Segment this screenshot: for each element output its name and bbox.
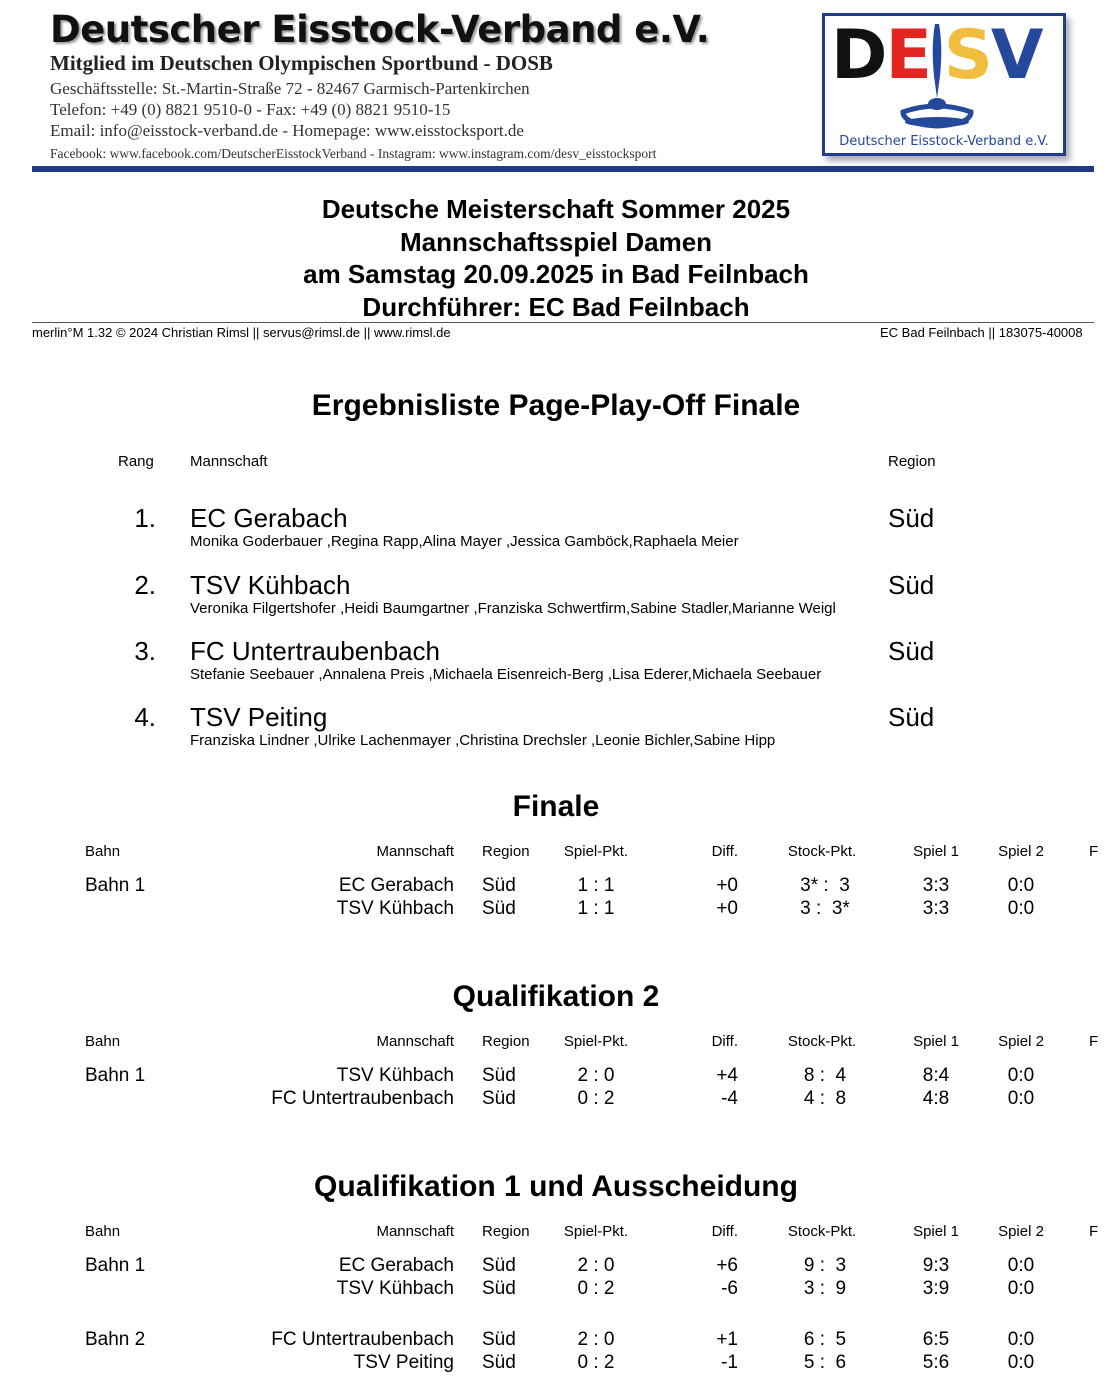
cell-diff: +1: [716, 1329, 738, 1350]
column-header-cut: F: [1089, 1033, 1099, 1050]
rank-team-name: TSV Kühbach: [190, 570, 351, 600]
column-header-spiel2: Spiel 2: [998, 1223, 1044, 1240]
section-title: Qualifikation 2: [452, 980, 660, 1013]
lane-label: Bahn 1: [85, 1255, 146, 1276]
rank-number: 1.: [134, 503, 156, 533]
cell-spiel2: 0:0: [1007, 1088, 1035, 1109]
column-header-spiel-pkt: Spiel-Pkt.: [563, 843, 629, 860]
cell-stock-pkt: 3 : 3*: [800, 898, 850, 919]
column-header-cut: F: [1089, 843, 1099, 860]
cell-team: FC Untertraubenbach: [271, 1088, 454, 1109]
cell-team: EC Gerabach: [338, 1255, 454, 1276]
cell-team: TSV Kühbach: [336, 1278, 454, 1299]
rank-number: 4.: [134, 702, 156, 732]
event-title: [0, 193, 1112, 323]
cell-spiel1: 3:3: [922, 875, 950, 896]
cell-stock-pkt: 5 : 6: [803, 1352, 847, 1373]
cell-stock-pkt: 3 : 9: [803, 1278, 847, 1299]
cell-spiel2: 0:0: [1007, 1329, 1035, 1350]
rank-header: Rang: [118, 453, 154, 470]
lane-label: Bahn 1: [85, 1065, 146, 1086]
logo-letter-d: D: [831, 16, 886, 95]
eisstock-icon: [897, 86, 977, 130]
column-header-region: Region: [482, 1223, 530, 1240]
column-header-stock-pkt: Stock-Pkt.: [787, 1033, 857, 1050]
cell-diff: -4: [721, 1088, 738, 1109]
column-header-spiel-pkt: Spiel-Pkt.: [563, 1033, 629, 1050]
column-header-bahn: Bahn: [85, 1223, 121, 1240]
cell-spiel-pkt: 0 : 2: [577, 1278, 615, 1299]
cell-region: Süd: [482, 875, 516, 896]
cell-spiel2: 0:0: [1007, 1352, 1035, 1373]
event-title-line: Durchführer: EC Bad Feilnbach: [362, 291, 750, 322]
cell-region: Süd: [482, 1278, 516, 1299]
rank-team-name: TSV Peiting: [190, 702, 328, 732]
cell-stock-pkt: 4 : 8: [803, 1088, 847, 1109]
desv-logo: [822, 13, 1066, 156]
column-header-bahn: Bahn: [85, 1033, 121, 1050]
cell-team: TSV Kühbach: [336, 898, 454, 919]
cell-region: Süd: [482, 1329, 516, 1350]
cell-team: TSV Peiting: [353, 1352, 454, 1373]
cell-spiel-pkt: 0 : 2: [577, 1088, 615, 1109]
column-header-team: Mannschaft: [376, 1223, 454, 1240]
cell-spiel1: 3:3: [922, 898, 950, 919]
cell-diff: +0: [716, 898, 738, 919]
rank-region: Süd: [888, 636, 935, 666]
logo-letter-v: V: [990, 16, 1042, 95]
logo-caption: Deutscher Eisstock-Verband e.V.: [839, 134, 1049, 149]
region-header: Region: [888, 453, 936, 470]
column-header-spiel2: Spiel 2: [998, 843, 1044, 860]
federation-phone: Telefon: +49 (0) 8821 9510-0 - Fax: +49 (0) 8821 9510-15: [50, 100, 451, 119]
cell-region: Süd: [482, 1088, 516, 1109]
cell-region: Süd: [482, 1065, 516, 1086]
column-header-diff: Diff.: [711, 1223, 738, 1240]
team-header: Mannschaft: [190, 453, 268, 470]
lane-label: Bahn 1: [85, 875, 146, 896]
column-header-region: Region: [482, 843, 530, 860]
column-header-spiel2: Spiel 2: [998, 1033, 1044, 1050]
rank-team-name: EC Gerabach: [190, 503, 348, 533]
column-header-spiel1: Spiel 1: [913, 1033, 959, 1050]
cell-diff: +0: [716, 875, 738, 896]
cell-spiel1: 9:3: [922, 1255, 950, 1276]
federation-name: Deutscher Eisstock-Verband e.V.: [50, 8, 710, 51]
federation-address: Geschäftsstelle: St.-Martin-Straße 72 - 82467 Garmisch-Partenkirchen: [50, 79, 530, 98]
federation-social-links: Facebook: www.facebook.com/DeutscherEisstockVerband - Instagram: www.instagram.com/desv_eisstocksport: [50, 146, 657, 161]
lane-label: Bahn 2: [85, 1329, 146, 1350]
logo-letter-s: S: [943, 16, 991, 95]
cell-team: TSV Kühbach: [336, 1065, 454, 1086]
rank-players: Monika Goderbauer ,Regina Rapp,Alina Mayer ,Jessica Gamböck,Raphaela Meier: [190, 533, 739, 550]
rank-players: Veronika Filgertshofer ,Heidi Baumgartner ,Franziska Schwertfirm,Sabine Stadler,Marianne Weigl: [190, 600, 836, 617]
cell-stock-pkt: 6 : 5: [803, 1329, 847, 1350]
cell-stock-pkt: 9 : 3: [803, 1255, 847, 1276]
cell-diff: -6: [721, 1278, 738, 1299]
section-title: Qualifikation 1 und Ausscheidung: [314, 1170, 798, 1203]
section-title: Finale: [512, 790, 600, 823]
organizer-id: EC Bad Feilnbach || 183075-40008: [880, 325, 1083, 340]
cell-spiel2: 0:0: [1007, 875, 1035, 896]
column-header-diff: Diff.: [711, 843, 738, 860]
cell-spiel1: 4:8: [922, 1088, 950, 1109]
column-header-bahn: Bahn: [85, 843, 121, 860]
cell-spiel2: 0:0: [1007, 1255, 1035, 1276]
cell-spiel2: 0:0: [1007, 898, 1035, 919]
cell-spiel2: 0:0: [1007, 1065, 1035, 1086]
rank-region: Süd: [888, 702, 935, 732]
federation-email: Email: info@eisstock-verband.de - Homepage: www.eisstocksport.de: [50, 121, 524, 140]
column-header-team: Mannschaft: [376, 843, 454, 860]
cell-spiel1: 5:6: [922, 1352, 950, 1373]
cell-team: FC Untertraubenbach: [271, 1329, 454, 1350]
cell-spiel1: 8:4: [922, 1065, 950, 1086]
column-header-stock-pkt: Stock-Pkt.: [787, 843, 857, 860]
rank-players: Stefanie Seebauer ,Annalena Preis ,Michaela Eisenreich-Berg ,Lisa Ederer,Michaela Seebauer: [190, 666, 822, 683]
rank-number: 3.: [134, 636, 156, 666]
event-title-line: Mannschaftsspiel Damen: [399, 226, 713, 257]
cell-diff: -1: [721, 1352, 738, 1373]
column-header-spiel1: Spiel 1: [913, 843, 959, 860]
cell-spiel-pkt: 1 : 1: [577, 875, 615, 896]
cell-spiel2: 0:0: [1007, 1278, 1035, 1299]
cell-diff: +6: [716, 1255, 738, 1276]
cell-spiel-pkt: 1 : 1: [577, 898, 615, 919]
column-header-region: Region: [482, 1033, 530, 1050]
cell-spiel-pkt: 2 : 0: [577, 1255, 615, 1276]
column-header-diff: Diff.: [711, 1033, 738, 1050]
rank-players: Franziska Lindner ,Ulrike Lachenmayer ,Christina Drechsler ,Leonie Bichler,Sabine Hipp: [190, 732, 776, 749]
event-title-line: am Samstag 20.09.2025 in Bad Feilnbach: [303, 259, 809, 289]
column-header-team: Mannschaft: [376, 1033, 454, 1050]
event-title-line: Deutsche Meisterschaft Sommer 2025: [321, 194, 791, 224]
header-rule: [32, 322, 1094, 323]
cell-region: Süd: [482, 1255, 516, 1276]
cell-stock-pkt: 8 : 4: [803, 1065, 847, 1086]
cell-spiel-pkt: 2 : 0: [577, 1065, 615, 1086]
cell-spiel-pkt: 2 : 0: [577, 1329, 615, 1350]
column-header-cut: F: [1089, 1223, 1099, 1240]
cell-diff: +4: [716, 1065, 738, 1086]
cell-region: Süd: [482, 1352, 516, 1373]
letterhead-divider: [32, 166, 1094, 172]
column-header-spiel-pkt: Spiel-Pkt.: [563, 1223, 629, 1240]
cell-region: Süd: [482, 898, 516, 919]
logo-letter-e: E: [885, 16, 930, 95]
column-header-stock-pkt: Stock-Pkt.: [787, 1223, 857, 1240]
federation-membership: Mitglied im Deutschen Olympischen Sportbund - DOSB: [50, 51, 553, 75]
cell-stock-pkt: 3* : 3: [800, 875, 850, 896]
ranking-title: Ergebnisliste Page-Play-Off Finale: [311, 389, 801, 422]
cell-spiel1: 6:5: [922, 1329, 950, 1350]
cell-team: EC Gerabach: [338, 875, 454, 896]
rank-team-name: FC Untertraubenbach: [190, 636, 441, 666]
software-credit: merlin°M 1.32 © 2024 Christian Rimsl || servus@rimsl.de || www.rimsl.de: [32, 325, 451, 340]
column-header-spiel1: Spiel 1: [913, 1223, 959, 1240]
cell-spiel-pkt: 0 : 2: [577, 1352, 615, 1373]
rank-region: Süd: [888, 503, 935, 533]
rank-number: 2.: [134, 570, 156, 600]
cell-spiel1: 3:9: [922, 1278, 950, 1299]
rank-region: Süd: [888, 570, 935, 600]
